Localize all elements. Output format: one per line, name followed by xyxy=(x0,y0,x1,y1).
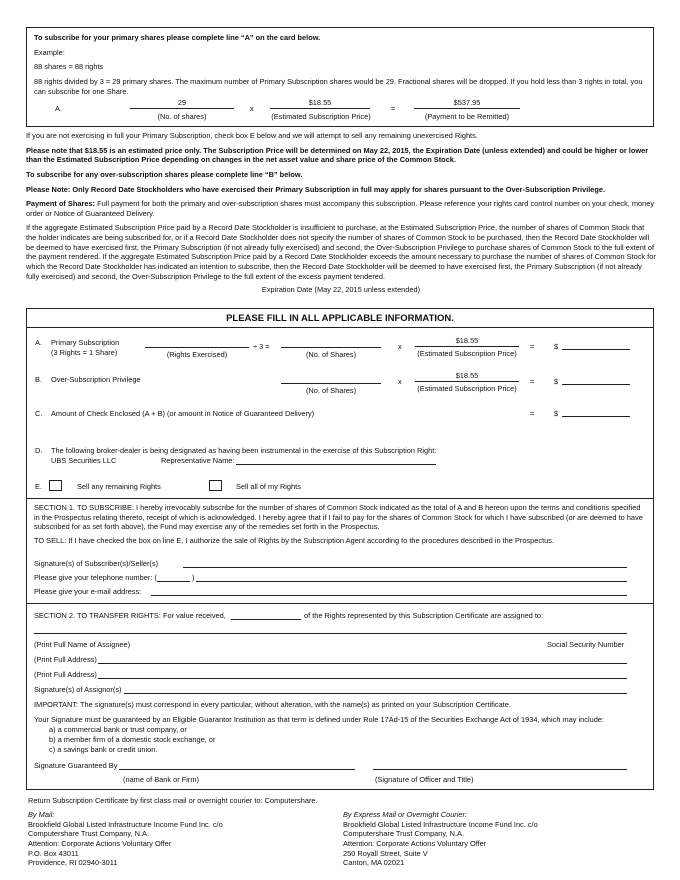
example-shares-caption: (No. of shares) xyxy=(157,112,207,121)
section1 xyxy=(34,503,646,546)
representative-label: Representative Name: xyxy=(161,456,235,465)
row-c-equals: = xyxy=(530,409,535,418)
email-input[interactable] xyxy=(151,595,627,596)
important-note: IMPORTANT: The signature(s) must correspond in every particular, without alteration, with the name(s) as printed on your Subscription Certificate. xyxy=(34,700,511,709)
example-price-value: $18.55 xyxy=(308,98,332,107)
section1-divider xyxy=(27,498,653,499)
mail-line-3: Attention: Corporate Actions Voluntary Offer xyxy=(28,838,172,848)
section2-divider xyxy=(27,603,653,604)
instruction-aggregate: If the aggregate Estimated Subscription Price paid by a Record Date Stockholder is insufficient to purchase, at the Estimated Subscription Price, the number of shares of Common Stock that the holder indicates are being subscribed for, or if a Record Date Stockholder does not specify the number of shares of Common Stock to be purchased, then the Record Date Stockholder will be deemed to have exercised first, the Primary Subscription (if not already fully exercised) and second, the Over-Subscription Privilege to purchase shares of Common Stock to the full extent of the payment rendered. If the aggregate Estimated Subscription Price paid by a Record Date Stockholder exceeds the amount necessary to purchase the number of shares of Common Stock for which the Record Date Stockholder has indicated an intention to subscribe, then the Record Date Stockholder will be deemed to have exercised first, the Primary Subscription (if not already fully exercised) and second, the Over-Subscription Privilege to the full extent of the excess payment tendered. xyxy=(26,223,656,281)
representative-name-input[interactable] xyxy=(236,464,436,465)
row-b-price-caption: (Estimated Subscription Price) xyxy=(417,384,517,393)
express-line-3: Attention: Corporate Actions Voluntary Offer xyxy=(343,838,487,848)
rights-exercised-input[interactable] xyxy=(145,347,249,348)
row-a-sub: (3 Rights = 1 Share) xyxy=(51,348,118,357)
address2-label: (Print Full Address) xyxy=(34,670,97,679)
subscriber-signature-input[interactable] xyxy=(183,567,627,568)
instruction-record-date: Please Note: Only Record Date Stockholders who have exercised their Primary Subscription in full may apply for shares pursuant to the Over-Subscription Privilege. xyxy=(26,184,606,194)
row-a-divide: ÷ 3 = xyxy=(253,342,270,351)
box1-title: To subscribe for your primary shares please complete line “A” on the card below. xyxy=(34,33,321,42)
sell-all-checkbox[interactable] xyxy=(209,480,222,491)
section1-to-sell: TO SELL: If I have checked the box on line E, I authorize the sale of Rights by the Subscription Agent according to the procedures described in the Prospectus. xyxy=(34,535,554,545)
example-payment-line xyxy=(414,108,520,109)
row-a-times: x xyxy=(398,342,402,351)
example-row-label: A. xyxy=(55,104,62,113)
row-a-title: Primary Subscription xyxy=(51,338,120,347)
row-a-amount-input[interactable] xyxy=(562,349,630,350)
row-d-label: D. xyxy=(35,446,43,455)
heading-divider xyxy=(27,327,653,328)
sell-remaining-label: Sell any remaining Rights xyxy=(77,482,161,491)
example-equals: = xyxy=(391,104,396,113)
row-b-amount-input[interactable] xyxy=(562,384,630,385)
guarantor-item-a: a) a commercial bank or trust company, or xyxy=(49,725,187,734)
rights-exercised-caption: (Rights Exercised) xyxy=(166,350,228,359)
example-shares-value: 29 xyxy=(177,98,187,107)
address1-input[interactable] xyxy=(98,663,627,664)
row-e-label: E. xyxy=(35,482,42,491)
guarantor-officer-input[interactable] xyxy=(373,769,627,770)
form-heading: PLEASE FILL IN ALL APPLICABLE INFORMATION. xyxy=(226,313,454,324)
example-shares-line xyxy=(130,108,234,109)
row-a-equals: = xyxy=(530,342,535,351)
row-a-price: $18.55 xyxy=(455,336,479,345)
instruction-estimated-price: Please note that $18.55 is an estimated price only. The Subscription Price will be determined on May 22, 2015, the Expiration Date (unless extended) and could be higher or lower than the Estimated Subscription Price depending on changes in the net asset value and share price of the Common Stock. xyxy=(26,145,649,165)
row-a-price-line xyxy=(415,346,519,347)
row-a-price-caption: (Estimated Subscription Price) xyxy=(417,349,517,358)
row-c-title: Amount of Check Enclosed (A + B) (or amount in Notice of Guaranteed Delivery) xyxy=(51,409,315,418)
section2-text-start: SECTION 2. TO TRANSFER RIGHTS: For value received, xyxy=(34,611,226,620)
assignee-name-label: (Print Full Name of Assignee) xyxy=(34,640,131,649)
express-line-5: Canton, MA 02021 xyxy=(343,858,405,868)
phone-close-paren: ) xyxy=(192,573,195,582)
phone-number-input[interactable] xyxy=(196,581,627,582)
section1-text: SECTION 1. TO SUBSCRIBE: I hereby irrevocably subscribe for the number of shares of Common Stock indicated as the total of A and B hereon upon the terms and conditions specified in the Prospectus relating thereto, receipt of which is acknowledged. I hereby agree that if I fail to pay for the shares of Common Stock for which I have subscribed (or are deemed to have subscribed for as set forth above), the Fund may exercise any of the remedies set forth in the Prospectus. xyxy=(34,503,643,532)
row-b-equals: = xyxy=(530,377,535,386)
express-line-1: Brookfield Global Listed Infrastructure Income Fund Inc. c/o xyxy=(343,819,538,829)
row-a-shares-caption: (No. of Shares) xyxy=(305,350,357,359)
instruction-oversubscription: To subscribe for any over-subscription shares please complete line “B” below. xyxy=(26,169,303,179)
express-line-4: 250 Royall Street, Suite V xyxy=(343,848,428,858)
example-times: x xyxy=(250,104,254,113)
sell-all-label: Sell all of my Rights xyxy=(236,482,301,491)
section2-text-end: of the Rights represented by this Subscription Certificate are assigned to: xyxy=(304,611,544,620)
row-d-title: The following broker-dealer is being designated as having been instrumental in the exercise of this Subscription Right: xyxy=(51,446,437,455)
guarantee-note: Your Signature must be guaranteed by an Eligible Guarantor Institution as that term is defined under Rule 17Ad-15 of the Securities Exchange Act of 1934, which may include: xyxy=(34,715,604,724)
express-heading: By Express Mail or Overnight Courier: xyxy=(343,810,468,819)
broker-name: UBS Securities LLC xyxy=(51,456,117,465)
return-instructions: Return Subscription Certificate by first class mail or overnight courier to: Computershare. xyxy=(28,796,318,805)
assignor-signature-input[interactable] xyxy=(124,693,627,694)
row-c-amount-input[interactable] xyxy=(562,416,630,417)
row-b-price-line xyxy=(415,381,519,382)
example-line1: 88 shares = 88 rights xyxy=(34,62,104,72)
ssn-label: Social Security Number xyxy=(547,640,625,649)
row-b-price: $18.55 xyxy=(455,371,479,380)
row-b-title: Over-Subscription Privilege xyxy=(51,375,141,384)
guaranteed-by-label: Signature Guaranteed By xyxy=(34,761,118,770)
mail-line-5: Providence, RI 02940-3011 xyxy=(28,858,118,868)
row-b-shares-caption: (No. of Shares) xyxy=(305,386,357,395)
assignee-name-input[interactable] xyxy=(34,633,627,634)
example-label: Example: xyxy=(34,47,65,57)
phone-label: Please give your telephone number: ( xyxy=(34,573,157,582)
email-label: Please give your e-mail address: xyxy=(34,587,142,596)
example-price-line xyxy=(270,108,370,109)
instructions xyxy=(26,131,656,295)
address2-input[interactable] xyxy=(98,678,627,679)
mail-line-4: P.O. Box 43011 xyxy=(28,848,79,858)
subscription-form xyxy=(26,308,654,790)
row-b-times: x xyxy=(398,377,402,386)
express-address-block xyxy=(343,810,643,868)
assignor-signature-label: Signature(s) of Assignor(s) xyxy=(34,685,122,694)
example-line2: 88 rights divided by 3 = 29 primary shares. The maximum number of Primary Subscription shares would be 29. Fractional shares will be dropped. If you hold less than 3 rights in total, you can subscribe for one Share. xyxy=(34,76,643,96)
payment-text: Full payment for both the primary and over-subscription shares must accompany this subscription. Please reference your rights card control number on your check, money order or Notice of Guaranteed Delivery. xyxy=(26,199,655,218)
expiration-date: Expiration Date (May 22, 2015 unless extended) xyxy=(261,285,421,295)
officer-caption: (Signature of Officer and Title) xyxy=(375,775,474,784)
phone-area-code-input[interactable] xyxy=(157,581,190,582)
sell-remaining-checkbox[interactable] xyxy=(49,480,62,491)
row-c-label: C. xyxy=(35,409,43,418)
bank-caption: (name of Bank or Firm) xyxy=(123,775,199,784)
express-line-2: Computershare Trust Company, N.A. xyxy=(343,829,465,839)
example-price-caption: (Estimated Subscription Price) xyxy=(271,112,371,121)
mail-address-block xyxy=(28,810,328,868)
rights-transferred-input[interactable] xyxy=(231,619,301,620)
row-b-shares-input[interactable] xyxy=(281,383,381,384)
row-a-label: A. xyxy=(35,338,42,347)
row-c-dollar: $ xyxy=(554,409,559,418)
row-b-dollar: $ xyxy=(554,377,559,386)
instruction-partial: If you are not exercising in full your Primary Subscription, check box E below and we will attempt to sell any remaining unexercised Rights. xyxy=(26,131,478,140)
guarantor-item-c: c) a savings bank or credit union. xyxy=(49,745,158,754)
guarantor-item-b: b) a member firm of a domestic stock exchange, or xyxy=(49,735,216,744)
mail-line-2: Computershare Trust Company, N.A. xyxy=(28,829,150,839)
mail-line-1: Brookfield Global Listed Infrastructure Income Fund Inc. c/o xyxy=(28,819,223,829)
subscriber-signature-label: Signature(s) of Subscriber(s)/Seller(s) xyxy=(34,559,159,568)
mail-heading: By Mail: xyxy=(28,810,55,819)
row-a-shares-input[interactable] xyxy=(281,347,381,348)
row-a-dollar: $ xyxy=(554,342,559,351)
payment-label: Payment of Shares: xyxy=(26,199,96,209)
row-b-label: B. xyxy=(35,375,42,384)
guarantor-bank-input[interactable] xyxy=(119,769,355,770)
address1-label: (Print Full Address) xyxy=(34,655,97,664)
example-payment-value: $537.95 xyxy=(453,98,481,107)
example-payment-caption: (Payment to be Remitted) xyxy=(424,112,510,121)
instruction-payment xyxy=(26,199,656,218)
